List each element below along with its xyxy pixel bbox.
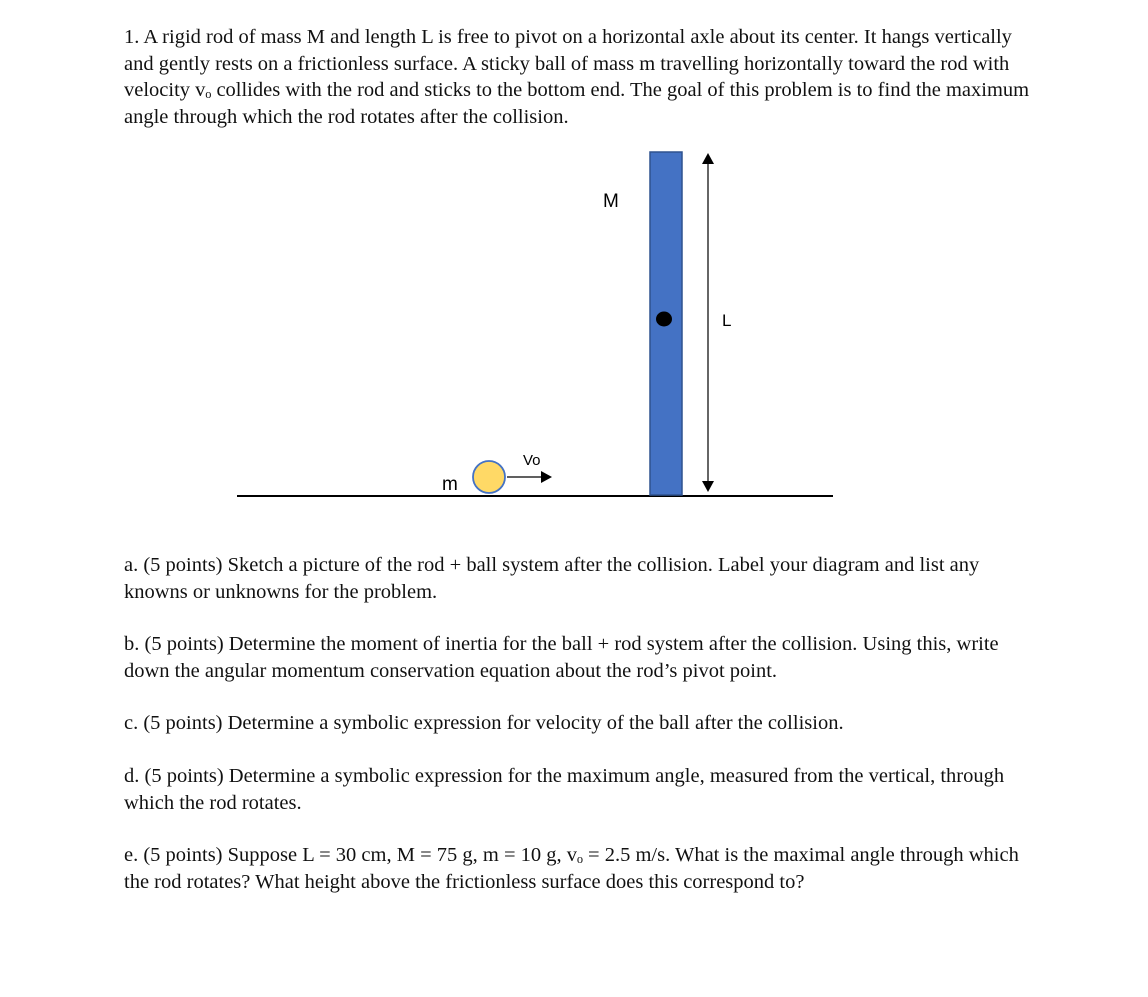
pivot-point — [656, 312, 672, 327]
question-b: b. (5 points) Determine the moment of inertia for the ball + rod system after the collision. Using this, write down the angular momentum conservation equation about the rod’s pivot point. — [124, 633, 999, 682]
question-d: d. (5 points) Determine a symbolic expression for the maximum angle, measured from the vertical, through which the rod rotates. — [124, 765, 1005, 814]
question-e: e. (5 points) Suppose L = 30 cm, M = 75 g, m = 10 g, vₒ = 2.5 m/s. What is the maximal angle through which the rod rotates? What height above the frictionless surface does this correspond to? — [124, 844, 1019, 893]
ball-mass-label: m — [442, 474, 458, 495]
question-a: a. (5 points) Sketch a picture of the rod + ball system after the collision. Label your diagram and list any knowns or unknowns for the problem. — [124, 554, 980, 603]
ball — [473, 461, 505, 493]
length-label: L — [722, 311, 732, 330]
velocity-label: Vo — [523, 452, 541, 469]
problem-intro: 1. A rigid rod of mass M and length L is free to pivot on a horizontal axle about its center. It hangs vertically and gently rests on a frictionless surface. A sticky ball of mass m travelling horizontally toward the rod with velocity vₒ collides with the rod and sticks to the bottom end. The goal of this problem is to find the maximum angle through which the rod rotates after the collision. — [124, 26, 1030, 128]
velocity-arrow-icon — [541, 471, 552, 483]
question-c: c. (5 points) Determine a symbolic expression for velocity of the ball after the collision. — [124, 712, 844, 734]
length-arrow-down-icon — [702, 481, 714, 492]
rod-mass-label: M — [603, 191, 619, 212]
length-arrow-up-icon — [702, 153, 714, 164]
